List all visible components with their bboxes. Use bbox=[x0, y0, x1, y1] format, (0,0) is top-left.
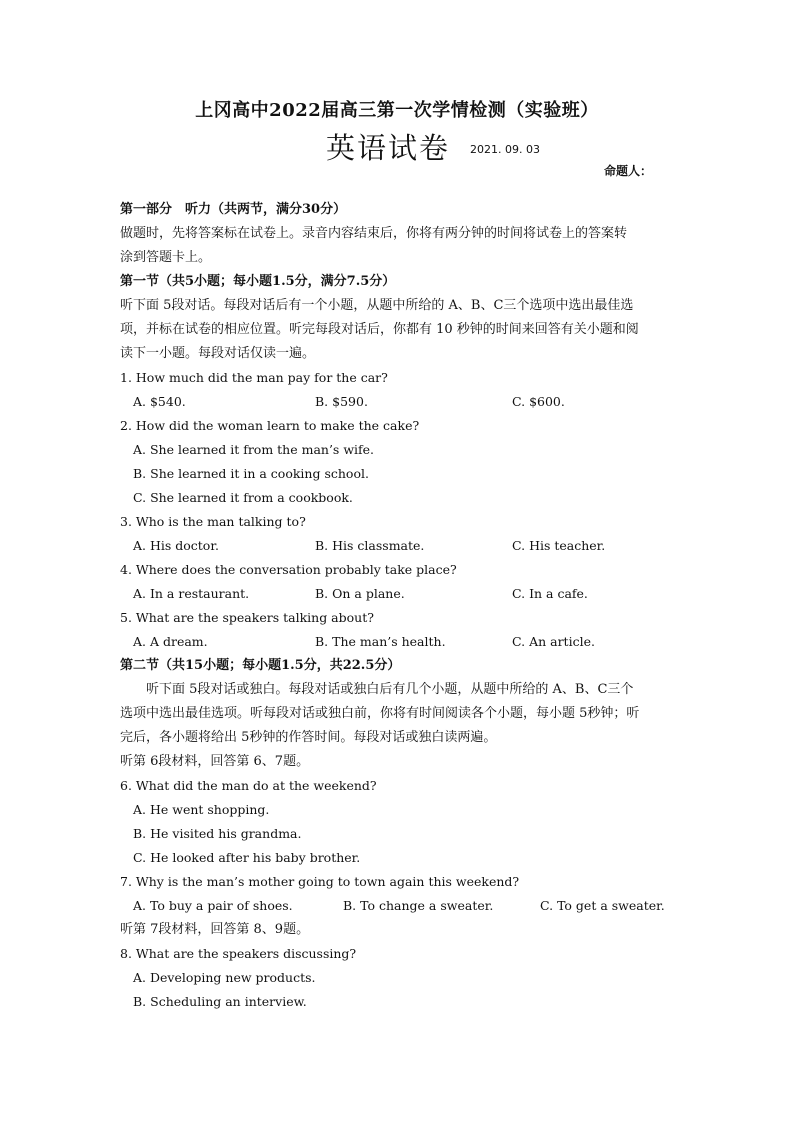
question-1-stem: 1. How much did the man pay for the car? bbox=[120, 370, 388, 385]
question-6-option-c: C. He looked after his baby brother. bbox=[133, 850, 361, 865]
question-3-option-a: A. His doctor. bbox=[133, 538, 219, 553]
author-label: 命题人： bbox=[604, 164, 653, 178]
question-7-stem: 7. Why is the man’s mother going to town again this weekend? bbox=[120, 874, 520, 889]
section1-heading: 第一节（共5小题；每小题1.5分，满分7.5分） bbox=[120, 274, 396, 289]
part1-instruction-1: 做题时，先将答案标在试卷上。录音内容结束后，你将有两分钟的时间将试卷上的答案转 bbox=[120, 226, 628, 241]
question-1-option-c: C. $600. bbox=[512, 394, 565, 409]
question-2-stem: 2. How did the woman learn to make the cake? bbox=[120, 418, 420, 433]
exam-title: 英语试卷 bbox=[326, 131, 451, 165]
section2-instruction-2: 选项中选出最佳选项。听每段对话或独白前，你将有时间阅读各个小题，每小题 5秒钟；听 bbox=[120, 706, 640, 721]
material-6-note: 听第 6段材料，回答第 6、7题。 bbox=[120, 754, 310, 769]
question-2-option-c: C. She learned it from a cookbook. bbox=[133, 490, 353, 505]
question-6-option-a: A. He went shopping. bbox=[133, 802, 270, 817]
question-1-option-a: A. $540. bbox=[133, 394, 186, 409]
section1-instruction-3: 读下一小题。每段对话仅读一遍。 bbox=[120, 346, 316, 361]
question-2-option-a: A. She learned it from the man’s wife. bbox=[133, 442, 375, 457]
question-7-option-b: B. To change a sweater. bbox=[343, 898, 494, 913]
question-2-option-b: B. She learned it in a cooking school. bbox=[133, 466, 369, 481]
question-6-option-b: B. He visited his grandma. bbox=[133, 826, 302, 841]
question-6-stem: 6. What did the man do at the weekend? bbox=[120, 778, 377, 793]
question-5-option-a: A. A dream. bbox=[133, 634, 208, 649]
question-7-option-c: C. To get a sweater. bbox=[540, 898, 665, 913]
question-4-option-c: C. In a cafe. bbox=[512, 586, 588, 601]
question-8-option-b: B. Scheduling an interview. bbox=[133, 994, 307, 1009]
question-3-option-c: C. His teacher. bbox=[512, 538, 606, 553]
question-3-option-b: B. His classmate. bbox=[315, 538, 425, 553]
section2-heading: 第二节（共15小题；每小题1.5分，共22.5分） bbox=[120, 658, 401, 673]
section1-instruction-2: 项，并标在试卷的相应位置。听完每段对话后，你都有 10 秒钟的时间来回答有关小题和阅 bbox=[120, 322, 639, 337]
material-7-note: 听第 7段材料，回答第 8、9题。 bbox=[120, 922, 310, 937]
question-4-option-a: A. In a restaurant. bbox=[133, 586, 250, 601]
part1-heading: 第一部分 听力（共两节，满分30分） bbox=[120, 202, 347, 217]
question-5-option-b: B. The man’s health. bbox=[315, 634, 446, 649]
section1-instruction-1: 听下面 5段对话。每段对话后有一个小题，从题中所给的 A、B、C三个选项中选出最佳选 bbox=[120, 298, 634, 313]
question-4-option-b: B. On a plane. bbox=[315, 586, 405, 601]
section2-instruction-1: 听下面 5段对话或独白。每段对话或独白后有几个小题，从题中所给的 A、B、C三个 bbox=[146, 682, 634, 697]
part1-instruction-2: 涂到答题卡上。 bbox=[120, 250, 212, 265]
question-8-option-a: A. Developing new products. bbox=[133, 970, 316, 985]
question-8-stem: 8. What are the speakers discussing? bbox=[120, 946, 357, 961]
section2-instruction-3: 完后，各小题将给出 5秒钟的作答时间。每段对话或独白读两遍。 bbox=[120, 730, 497, 745]
school-title: 上冈高中2022届高三第一次学情检测（实验班） bbox=[195, 100, 599, 121]
exam-date: 2021. 09. 03 bbox=[470, 143, 540, 156]
question-4-stem: 4. Where does the conversation probably take place? bbox=[120, 562, 457, 577]
question-5-stem: 5. What are the speakers talking about? bbox=[120, 610, 374, 625]
question-7-option-a: A. To buy a pair of shoes. bbox=[133, 898, 293, 913]
question-5-option-c: C. An article. bbox=[512, 634, 595, 649]
question-3-stem: 3. Who is the man talking to? bbox=[120, 514, 306, 529]
question-1-option-b: B. $590. bbox=[315, 394, 368, 409]
